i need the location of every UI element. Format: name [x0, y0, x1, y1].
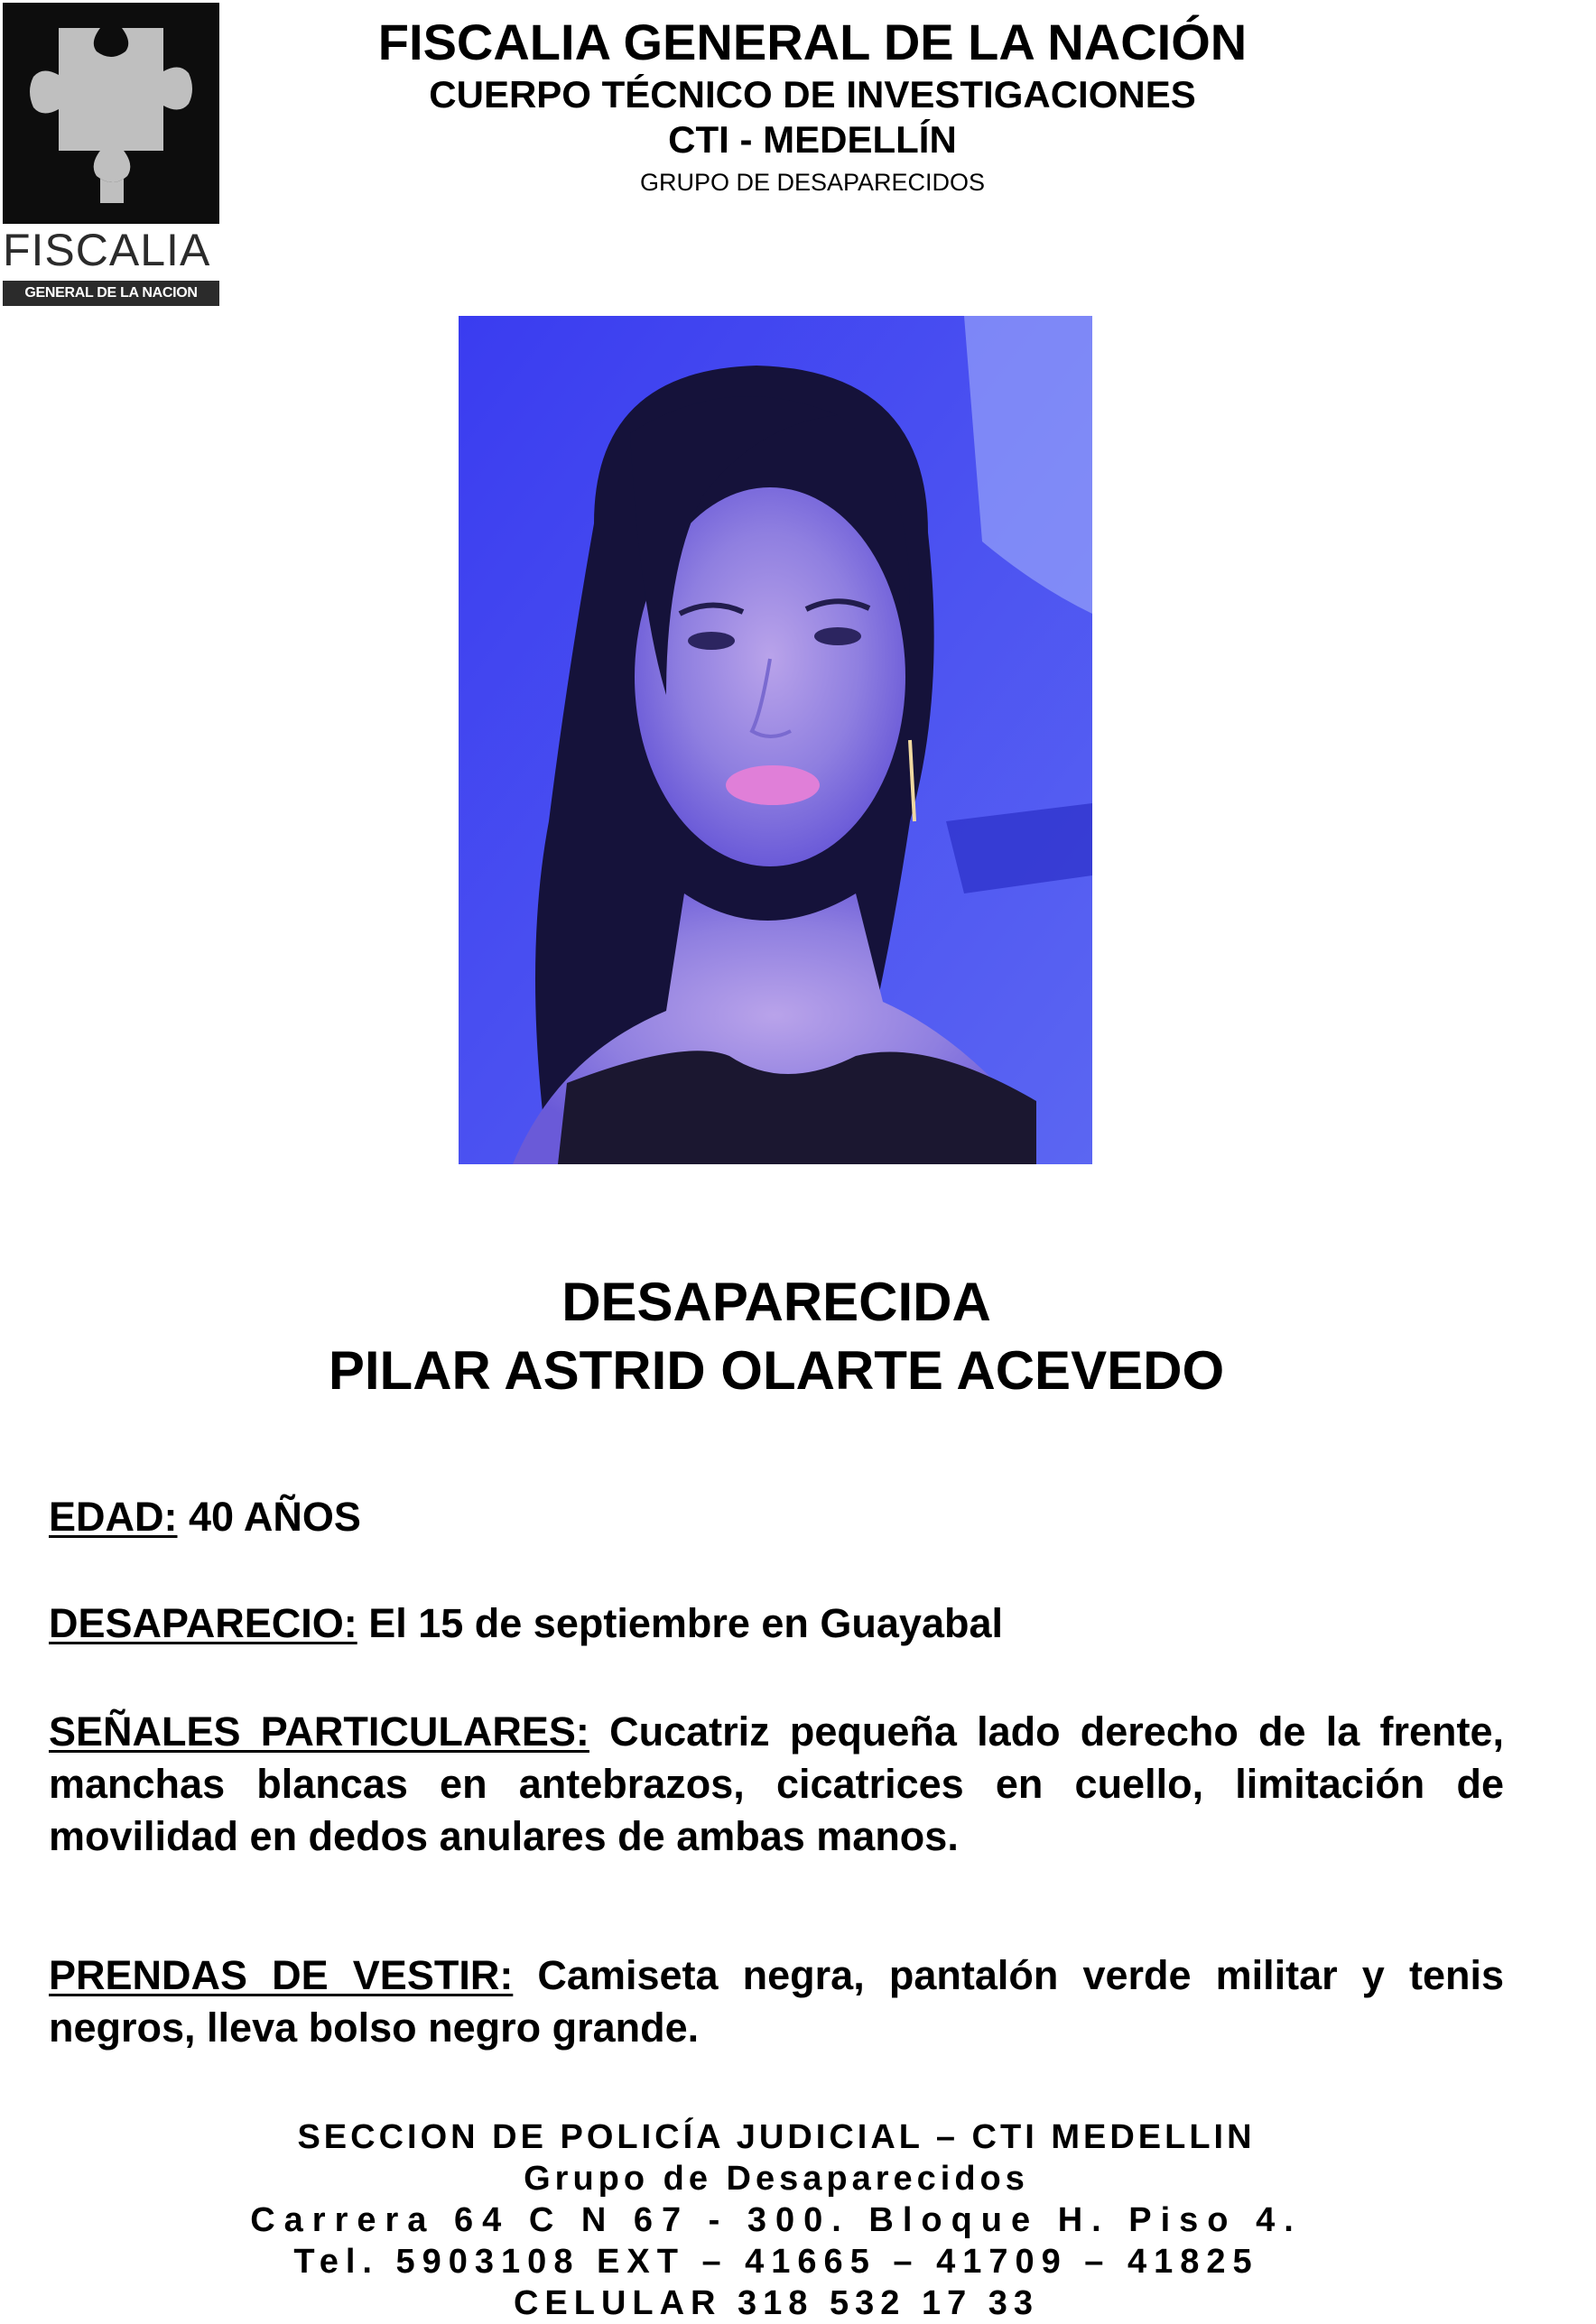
fiscalia-logo — [3, 3, 219, 306]
contact-footer — [181, 2116, 1372, 2324]
clothes-value: Camiseta negra, pantalón verde militar y tenis negros, lleva bolso negro grande. — [49, 1952, 1504, 2051]
logo-wordmark: FISCALIA — [3, 225, 211, 275]
puzzle-piece-icon — [3, 3, 219, 224]
disappeared-label: DESAPARECIO: — [49, 1600, 357, 1646]
marks-label: SEÑALES PARTICULARES: — [49, 1708, 589, 1755]
notice-heading — [181, 1268, 1372, 1405]
person-name: PILAR ASTRID OLARTE ACEVEDO — [328, 1340, 1225, 1401]
footer-section: SECCION DE POLICÍA JUDICIAL – CTI MEDELLIN — [297, 2118, 1256, 2156]
footer-address: Carrera 64 C N 67 - 300. Bloque H. Piso 4. — [250, 2201, 1303, 2239]
missing-person-photo — [459, 316, 1092, 1164]
footer-mobile: CELULAR 318 532 17 33 — [513, 2284, 1040, 2322]
disappeared-value: El 15 de septiembre en Guayabal — [357, 1600, 1004, 1646]
header-subtitle-city: CTI - MEDELLÍN — [668, 118, 957, 161]
footer-group: Grupo de Desaparecidos — [524, 2160, 1029, 2198]
disappeared-field — [49, 1597, 1504, 1650]
age-field — [49, 1491, 1504, 1543]
header-subtitle-group: GRUPO DE DESAPARECIDOS — [639, 169, 986, 196]
clothes-label: PRENDAS DE VESTIR: — [49, 1952, 514, 1998]
header-subtitle-cti: CUERPO TÉCNICO DE INVESTIGACIONES — [429, 73, 1196, 116]
header-title: FISCALIA GENERAL DE LA NACIÓN — [377, 14, 1248, 70]
marks-value: Cucatriz pequeña lado derecho de la frente, manchas blancas en antebrazos, cicatrices en cuello, limitación de movilidad en dedos anulares de ambas manos. — [49, 1708, 1504, 1859]
age-value: 40 AÑOS — [177, 1494, 361, 1540]
distinguishing-marks-field — [49, 1706, 1504, 1863]
footer-phone: Tel. 5903108 EXT – 41665 – 41709 – 41825 — [293, 2243, 1259, 2281]
status-label: DESAPARECIDA — [561, 1272, 991, 1332]
document-header — [271, 13, 1354, 199]
age-label: EDAD: — [49, 1494, 178, 1540]
clothing-field — [49, 1949, 1504, 2054]
logo-subtitle: GENERAL DE LA NACION — [3, 281, 219, 306]
